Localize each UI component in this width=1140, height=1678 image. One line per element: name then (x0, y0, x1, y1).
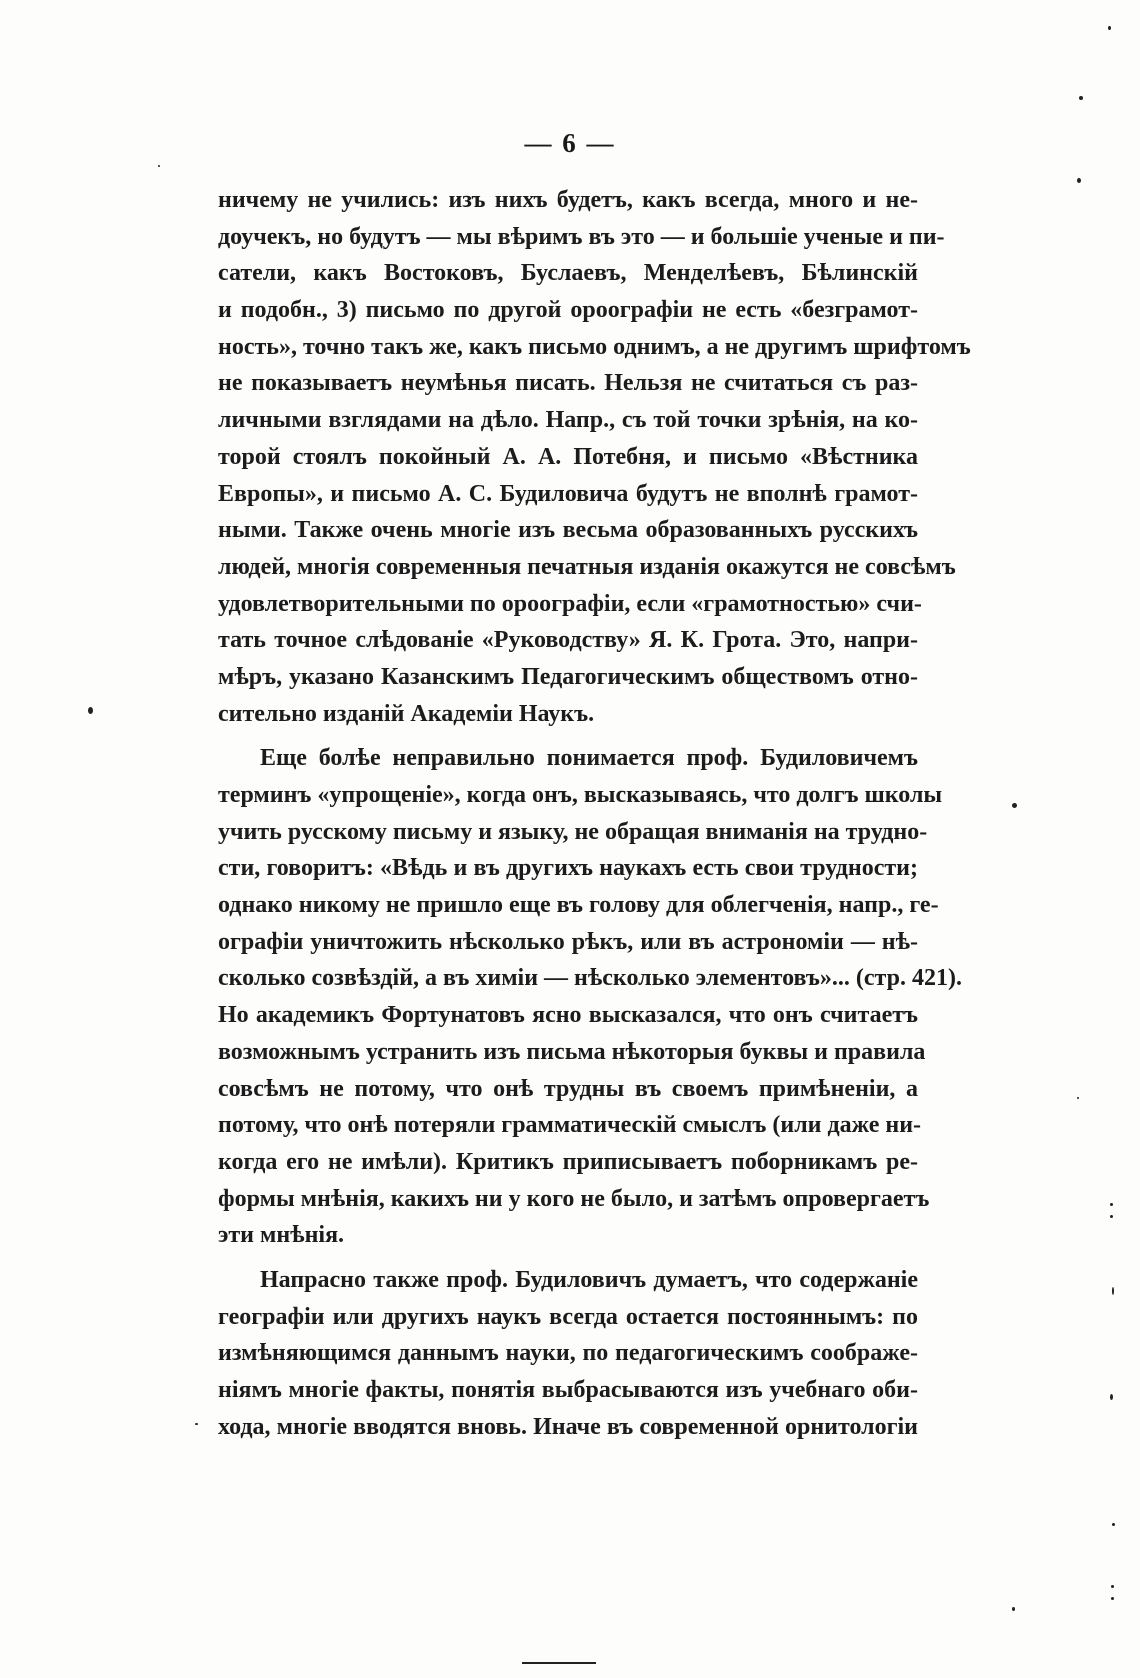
scan-speck (1112, 1287, 1114, 1295)
text-line: совсѣмъ не потому, что онѣ трудны въ своемъ примѣненіи, а (218, 1075, 918, 1102)
bottom-rule (522, 1662, 596, 1664)
text-line: и подобн., 3) письмо по другой ороографіи не есть «безграмот- (218, 297, 918, 324)
scan-speck (1111, 1585, 1114, 1588)
text-line: географіи или другихъ наукъ всегда остается постояннымъ: по (218, 1303, 918, 1330)
text-line: удовлетворительными по ороографіи, если «грамотностью» счи- (218, 590, 922, 617)
text-line: ничему не учились: изъ нихъ будетъ, какъ всегда, много и не- (218, 187, 918, 213)
text-line: ніямъ многіе факты, понятія выбрасываются изъ учебнаго оби- (218, 1377, 918, 1403)
text-line: людей, многія современныя печатныя изданія окажутся не совсѣмъ (218, 553, 956, 580)
scan-speck (88, 707, 93, 714)
text-line: возможнымъ устранить изъ письма нѣкоторыя буквы и правила (218, 1038, 926, 1065)
paragraph-1 (218, 182, 971, 732)
text-line: терминъ «упрощеніе», когда онъ, высказываясь, что долгъ школы (218, 782, 943, 808)
text-line: Еще болѣе неправильно понимается проф. Будиловичемъ (260, 745, 918, 772)
scan-speck (195, 1423, 198, 1425)
text-line: когда его не имѣли). Критикъ приписываетъ поборникамъ ре- (218, 1148, 918, 1175)
text-line: однако никому не пришло еще въ голову для облегченія, напр., ге- (218, 892, 939, 919)
text-line: Напрасно также проф. Будиловичъ думаетъ, что содержаніе (260, 1266, 918, 1293)
scan-speck (1110, 1203, 1113, 1206)
text-line: ографіи уничтожить нѣсколько рѣкъ, или въ астрономіи — нѣ- (218, 928, 918, 955)
text-line: сти, говоритъ: «Вѣдь и въ другихъ наукахъ есть свои трудности; (218, 855, 918, 882)
text-line: формы мнѣнія, какихъ ни у кого не было, и затѣмъ опровергаетъ (218, 1185, 930, 1212)
scan-speck (1012, 1607, 1015, 1611)
text-line: хода, многіе вводятся вновь. Иначе въ современной орнитологіи (218, 1413, 918, 1440)
text-line: Но академикъ Фортунатовъ ясно высказался, что онъ считаетъ (218, 1002, 918, 1029)
scan-speck (1012, 803, 1017, 808)
text-line: доучекъ, но будутъ — мы вѣримъ въ это — и большіе ученые и пи- (218, 223, 945, 250)
scan-speck (1077, 1097, 1079, 1099)
text-line: сатели, какъ Востоковъ, Буслаевъ, Менделѣевъ, Бѣлинскій (218, 260, 918, 287)
text-line: сительно изданій Академіи Наукъ. (218, 700, 595, 727)
body-text (218, 182, 971, 1445)
scan-speck (158, 165, 160, 167)
text-line: потому, что онѣ потеряли грамматическій смыслъ (или даже ни- (218, 1112, 922, 1139)
text-line: Европы», и письмо А. С. Будиловича будутъ не вполнѣ грамот- (218, 480, 918, 507)
text-line: измѣняющимся даннымъ науки, по педагогическимъ соображе- (218, 1340, 918, 1367)
scan-speck (1108, 26, 1111, 30)
text-line: торой стоялъ покойный А. А. Потебня, и письмо «Вѣстника (218, 443, 918, 470)
scan-speck (1079, 96, 1083, 100)
scan-speck (1112, 1523, 1115, 1526)
scan-speck (1077, 178, 1081, 183)
text-line: учить русскому письму и языку, не обращая вниманія на трудно- (218, 818, 928, 845)
text-line: личными взглядами на дѣло. Напр., съ той точки зрѣнія, на ко- (218, 407, 918, 434)
text-line: мѣръ, указано Казанскимъ Педагогическимъ обществомъ отно- (218, 663, 918, 690)
text-line: сколько созвѣздій, а въ химіи — нѣсколько элементовъ»... (стр. 421). (218, 965, 962, 992)
scan-speck (1110, 1394, 1113, 1400)
text-line: не показываетъ неумѣнья писать. Нельзя не считаться съ раз- (218, 370, 918, 397)
text-line: ность», точно такъ же, какъ письмо однимъ, а не другимъ шрифтомъ (218, 333, 971, 360)
text-line: тать точное слѣдованіе «Руководству» Я. К. Грота. Это, напри- (218, 627, 918, 654)
paragraph-3 (218, 1262, 918, 1445)
text-line: эти мнѣнія. (218, 1222, 345, 1249)
text-line: ными. Также очень многіе изъ весьма образованныхъ русскихъ (218, 517, 918, 544)
page-number: — 6 — (524, 128, 616, 158)
scan-speck (1110, 1215, 1113, 1218)
scan-speck (1111, 1597, 1114, 1600)
paragraph-2 (218, 740, 962, 1254)
